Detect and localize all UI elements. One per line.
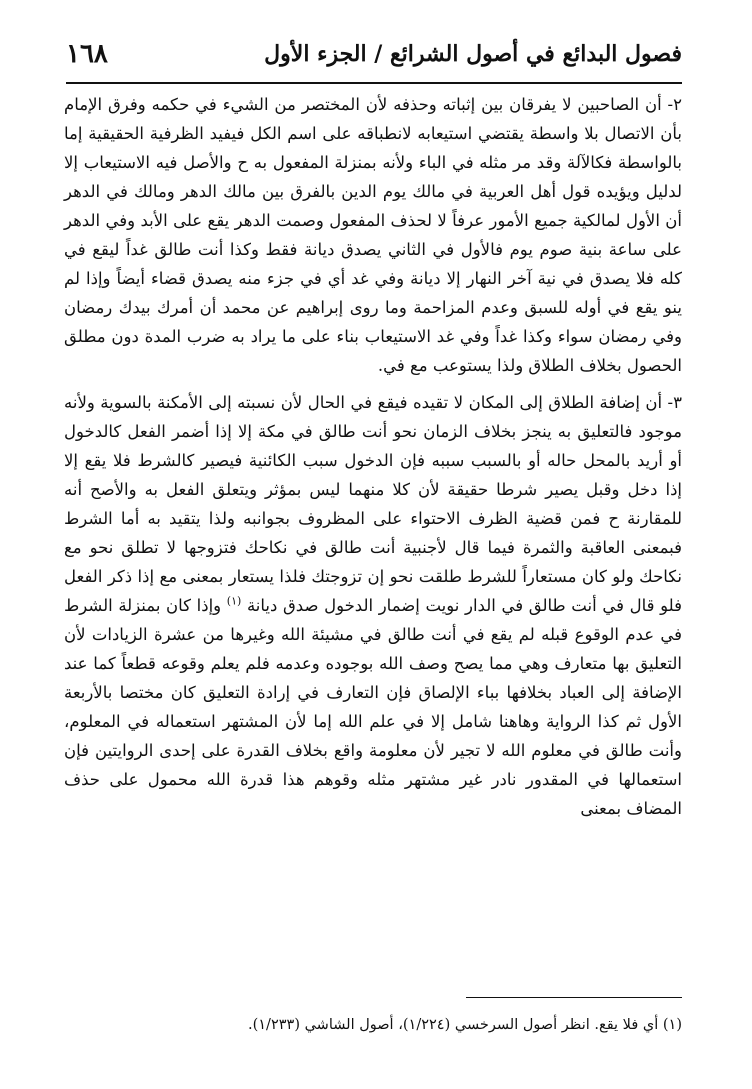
paragraph-number: ٣- — [662, 393, 682, 412]
paragraph-text: أن الصاحبين لا يفرقان بين إثباته وحذفه لأن المختصر من الشيء في حكمه وفرق الإمام بأن الاتصال بلا واسطة يقتضي استيعابه لانطباقه على اسم الكل فيفيد الظرفية الحقيقية إما بالواسطة فكالآلة وقد مر مثله في الباء ولأنه بمنزلة المفعول به ح والأصل فيه الاستيعاب إلا لدليل ويؤيده قول أهل العربية في مالك يوم الدين بالفرق بين مالك الدهر ومالك في الدهر أن الأول لمالكية جميع الأمور عرفاً لا لحذف المفعول وصمت الدهر يقع على الأبد وفي الدهر على ساعة بنية صوم يوم فالأول في الثاني يصدق ديانة فقط وكذا أنت طالق غداً ليقع في كله فلا يصدق في نية آخر النهار إلا ديانة وفي غد أي في جزء منه يصدق قضاء أيضاً وإذا لم ينو يقع في أوله للسبق وعدم المزاحمة وما روى إبراهيم عن محمد أن أمرك بيدك رمضان وفي رمضان سواء وكذا غداً وفي غد الاستيعاب بناء على ما يراد به ضرب المدة دون مطلق الحصول بخلاف الطلاق ولذا يستوعب مع في. — [64, 95, 682, 375]
page-number: ١٦٨ — [66, 39, 108, 69]
paragraph-text-continued: وإذا كان بمنزلة الشرط في عدم الوقوع قبله لم يقع في أنت طالق في مشيئة الله وغيرها من عشرة الزيادات لأن التعليق بها متعارف وهي مما يصح وصف الله بوجوده وعدمه فلم يعلم وقوعه قطعاً كما عند الإضافة إلى العباد بخلافها بباء الإلصاق فإن التعارف في إرادة التعليق كان مختصا بالأربعة الأول ثم كذا الرواية وهاهنا شامل إلا في علم الله إما لأن المشتهر استعماله في المعلوم، وأنت طالق في معلوم الله لا تجير لأن معلومة واقع بخلاف القدرة على إحدى الروايتين فإن استعمالها في المقدور نادر غير مشتهر مثله وقوهم هذا قدرة الله محمول على حذف المضاف بمعنى — [64, 596, 682, 818]
main-text — [64, 90, 682, 823]
page-header — [66, 30, 682, 78]
paragraph-text: أن إضافة الطلاق إلى المكان لا تقيده فيقع في الحال لأن نسبته إلى الأمكنة بالسوية ولأنه موجود فالتعليق به ينجز بخلاف الزمان نحو أنت طالق في مكة إلا إذا أضمر الفعل كالدخول أو أريد بالمحل حاله أو بالسبب سببه فإن الدخول سبب الكائنية فيصير كالشرط فلا يقع إلا إذا دخل وقبل يصير شرطا حقيقة لأن كلا منهما ليس بمؤثر ويتعلق الفعل به والأصح أنه للمقارنة ح فمن قضية الظرف الاحتواء على المظروف بجوانبه ولذا يتقيد به أما الشرط فبمعنى العاقبة والثمرة فيما قال لأجنبية أنت طالق في نكاحك فتزوجها لا تطلق نحو مع نكاحك ولو كان مستعاراً للشرط طلقت نحو إن تزوجتك فلذا يستعار بمعنى مع إذا ذكر الفعل فلو قال في أنت طالق في الدار نويت إضمار الدخول صدق ديانة — [64, 393, 682, 615]
paragraph-3 — [64, 388, 682, 823]
footnote: (١) أي فلا يقع. انظر أصول السرخسي (١/٢٢٤)، أصول الشاشي (١/٢٣٣). — [247, 1017, 682, 1033]
paragraph-number: ٢- — [661, 95, 682, 114]
paragraph-2 — [64, 90, 682, 380]
footnote-separator — [466, 997, 682, 998]
footnote-reference[interactable]: (١) — [226, 594, 242, 608]
running-title: فصول البدائع في أصول الشرائع / الجزء الأول — [264, 41, 682, 67]
header-rule — [66, 82, 682, 84]
